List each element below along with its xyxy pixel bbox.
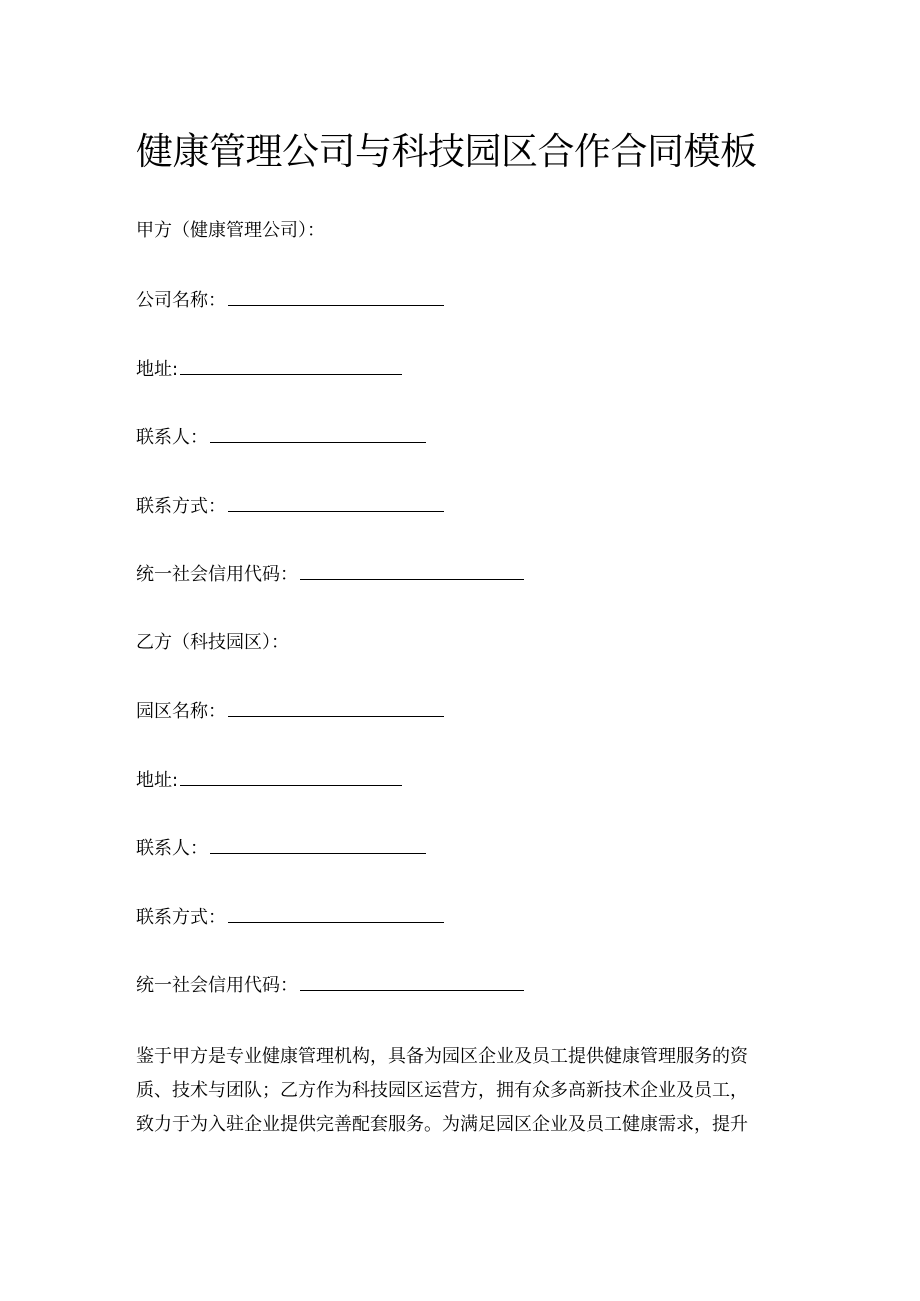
party-b-park-name-field xyxy=(136,698,444,725)
party-a-contact-person-field xyxy=(136,424,426,451)
field-label: 公司名称： xyxy=(136,290,226,311)
party-a-address-field xyxy=(136,356,402,383)
field-label: 园区名称： xyxy=(136,701,226,722)
paragraph-line: 致力于为入驻企业提供完善配套服务。为满足园区企业及员工健康需求，提升 xyxy=(136,1114,748,1135)
fill-in-blank xyxy=(228,493,444,512)
fill-in-blank xyxy=(300,972,524,991)
party-b-contact-person-field xyxy=(136,835,426,862)
field-label: 统一社会信用代码： xyxy=(136,564,298,585)
field-label: 联系人： xyxy=(136,427,208,448)
fill-in-blank xyxy=(228,904,444,923)
party-a-contact-info-field xyxy=(136,493,444,520)
fill-in-blank xyxy=(300,561,524,580)
party-a-heading: 甲方（健康管理公司）： xyxy=(136,220,325,241)
party-b-credit-code-field xyxy=(136,972,524,999)
field-label: 地址: xyxy=(136,359,179,380)
fill-in-blank xyxy=(228,698,444,717)
field-label: 地址: xyxy=(136,770,179,791)
field-label: 联系方式： xyxy=(136,496,226,517)
preamble-paragraph xyxy=(136,1040,776,1142)
fill-in-blank xyxy=(210,424,426,443)
paragraph-line: 质、技术与团队；乙方作为科技园区运营方，拥有众多高新技术企业及员工， xyxy=(136,1080,748,1101)
party-a-company-name-field xyxy=(136,287,444,314)
fill-in-blank xyxy=(180,356,402,375)
party-b-heading: 乙方（科技园区）： xyxy=(136,632,289,653)
field-label: 统一社会信用代码： xyxy=(136,975,298,996)
party-a-credit-code-field xyxy=(136,561,524,588)
document-title: 健康管理公司与科技园区合作合同模板 xyxy=(136,130,757,173)
party-b-contact-info-field xyxy=(136,904,444,931)
fill-in-blank xyxy=(228,287,444,306)
field-label: 联系方式： xyxy=(136,907,226,928)
fill-in-blank xyxy=(210,835,426,854)
fill-in-blank xyxy=(180,767,402,786)
field-label: 联系人： xyxy=(136,838,208,859)
paragraph-line: 鉴于甲方是专业健康管理机构，具备为园区企业及员工提供健康管理服务的资 xyxy=(136,1046,748,1067)
party-b-address-field xyxy=(136,767,402,794)
